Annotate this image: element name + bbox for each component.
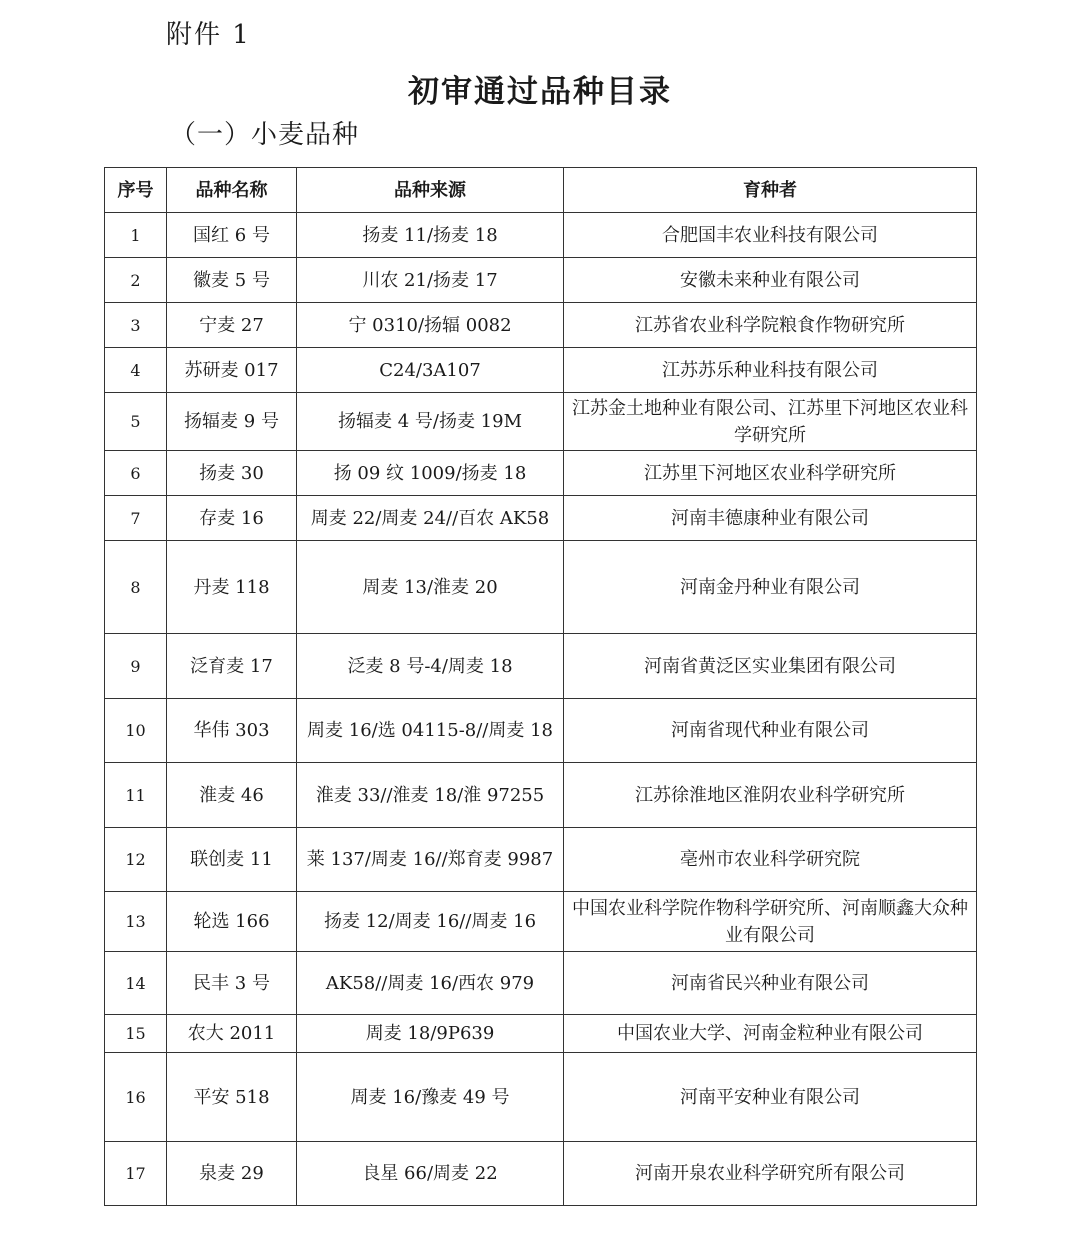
variety-source: 扬麦 12/周麦 16//周麦 16 xyxy=(297,892,564,952)
row-number: 8 xyxy=(105,541,167,634)
breeder: 河南省现代种业有限公司 xyxy=(564,699,977,763)
row-number: 15 xyxy=(105,1015,167,1053)
variety-source: 周麦 16/豫麦 49 号 xyxy=(297,1053,564,1142)
row-number: 4 xyxy=(105,348,167,393)
variety-source: AK58//周麦 16/西农 979 xyxy=(297,952,564,1015)
variety-source: 扬麦 11/扬麦 18 xyxy=(297,213,564,258)
row-number: 9 xyxy=(105,634,167,699)
variety-source: 周麦 13/淮麦 20 xyxy=(297,541,564,634)
row-number: 12 xyxy=(105,828,167,892)
breeder: 江苏省农业科学院粮食作物研究所 xyxy=(564,303,977,348)
column-header: 品种来源 xyxy=(297,168,564,213)
variety-name: 民丰 3 号 xyxy=(167,952,297,1015)
breeder: 河南平安种业有限公司 xyxy=(564,1053,977,1142)
row-number: 3 xyxy=(105,303,167,348)
table-row xyxy=(105,699,977,763)
table-row xyxy=(105,763,977,828)
table-row xyxy=(105,1015,977,1053)
table-row xyxy=(105,213,977,258)
table-row xyxy=(105,1142,977,1206)
table-row xyxy=(105,258,977,303)
variety-source: 宁 0310/扬辐 0082 xyxy=(297,303,564,348)
variety-name: 联创麦 11 xyxy=(167,828,297,892)
breeder: 河南丰德康种业有限公司 xyxy=(564,496,977,541)
row-number: 13 xyxy=(105,892,167,952)
variety-name: 宁麦 27 xyxy=(167,303,297,348)
variety-source: C24/3A107 xyxy=(297,348,564,393)
table-body xyxy=(105,213,977,1206)
row-number: 6 xyxy=(105,451,167,496)
breeder: 江苏金土地种业有限公司、江苏里下河地区农业科学研究所 xyxy=(564,393,977,451)
breeder: 亳州市农业科学研究院 xyxy=(564,828,977,892)
variety-source: 莱 137/周麦 16//郑育麦 9987 xyxy=(297,828,564,892)
row-number: 2 xyxy=(105,258,167,303)
variety-source: 泛麦 8 号-4/周麦 18 xyxy=(297,634,564,699)
table-row xyxy=(105,541,977,634)
variety-name: 泛育麦 17 xyxy=(167,634,297,699)
variety-source: 周麦 22/周麦 24//百农 AK58 xyxy=(297,496,564,541)
table-row xyxy=(105,952,977,1015)
attachment-label: 附件 1 xyxy=(166,20,251,50)
breeder: 河南金丹种业有限公司 xyxy=(564,541,977,634)
variety-source: 淮麦 33//淮麦 18/淮 97255 xyxy=(297,763,564,828)
breeder: 河南省民兴种业有限公司 xyxy=(564,952,977,1015)
column-header: 序号 xyxy=(105,168,167,213)
table-row xyxy=(105,348,977,393)
variety-source: 良星 66/周麦 22 xyxy=(297,1142,564,1206)
variety-name: 苏研麦 017 xyxy=(167,348,297,393)
breeder: 中国农业科学院作物科学研究所、河南顺鑫大众种业有限公司 xyxy=(564,892,977,952)
variety-name: 徽麦 5 号 xyxy=(167,258,297,303)
variety-name: 华伟 303 xyxy=(167,699,297,763)
column-header: 育种者 xyxy=(564,168,977,213)
section-heading: （一）小麦品种 xyxy=(170,120,360,150)
variety-table xyxy=(104,167,977,1206)
variety-name: 扬麦 30 xyxy=(167,451,297,496)
breeder: 河南开泉农业科学研究所有限公司 xyxy=(564,1142,977,1206)
column-header: 品种名称 xyxy=(167,168,297,213)
variety-name: 泉麦 29 xyxy=(167,1142,297,1206)
variety-name: 平安 518 xyxy=(167,1053,297,1142)
variety-source: 扬 09 纹 1009/扬麦 18 xyxy=(297,451,564,496)
row-number: 1 xyxy=(105,213,167,258)
breeder: 合肥国丰农业科技有限公司 xyxy=(564,213,977,258)
table-header-row xyxy=(105,168,977,213)
variety-name: 扬辐麦 9 号 xyxy=(167,393,297,451)
breeder: 江苏苏乐种业科技有限公司 xyxy=(564,348,977,393)
variety-name: 丹麦 118 xyxy=(167,541,297,634)
table-row xyxy=(105,828,977,892)
table-row xyxy=(105,393,977,451)
variety-source: 川农 21/扬麦 17 xyxy=(297,258,564,303)
row-number: 10 xyxy=(105,699,167,763)
row-number: 7 xyxy=(105,496,167,541)
row-number: 11 xyxy=(105,763,167,828)
breeder: 江苏里下河地区农业科学研究所 xyxy=(564,451,977,496)
variety-source: 周麦 16/选 04115-8//周麦 18 xyxy=(297,699,564,763)
table-row xyxy=(105,892,977,952)
table-row xyxy=(105,1053,977,1142)
variety-source: 周麦 18/9P639 xyxy=(297,1015,564,1053)
variety-name: 淮麦 46 xyxy=(167,763,297,828)
table-row xyxy=(105,496,977,541)
table-row xyxy=(105,634,977,699)
row-number: 14 xyxy=(105,952,167,1015)
row-number: 17 xyxy=(105,1142,167,1206)
breeder: 安徽未来种业有限公司 xyxy=(564,258,977,303)
breeder: 河南省黄泛区实业集团有限公司 xyxy=(564,634,977,699)
variety-name: 农大 2011 xyxy=(167,1015,297,1053)
breeder: 中国农业大学、河南金粒种业有限公司 xyxy=(564,1015,977,1053)
row-number: 16 xyxy=(105,1053,167,1142)
table-row xyxy=(105,451,977,496)
breeder: 江苏徐淮地区淮阴农业科学研究所 xyxy=(564,763,977,828)
row-number: 5 xyxy=(105,393,167,451)
document-title: 初审通过品种目录 xyxy=(408,74,672,110)
variety-name: 国红 6 号 xyxy=(167,213,297,258)
variety-name: 存麦 16 xyxy=(167,496,297,541)
variety-source: 扬辐麦 4 号/扬麦 19M xyxy=(297,393,564,451)
variety-name: 轮选 166 xyxy=(167,892,297,952)
table-row xyxy=(105,303,977,348)
